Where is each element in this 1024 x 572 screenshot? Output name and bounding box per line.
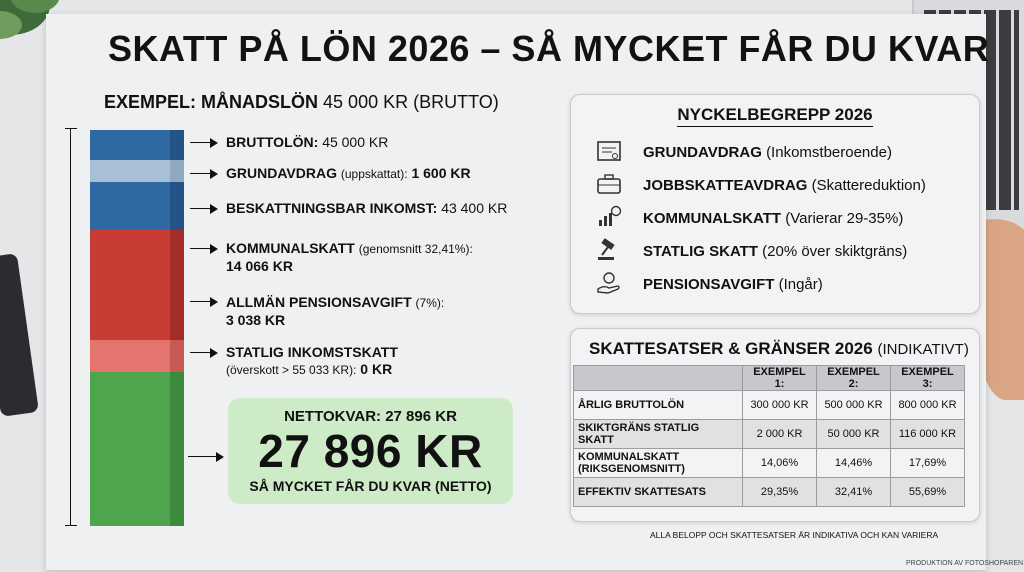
table-row: KOMMUNALSKATT (RIKSGENOMSNITT) 14,06% 14,46% 17,69% [574,449,965,478]
arrow-beskattningsbar [190,208,216,209]
production-credit: PRODUKTION AV FOTOSHOPAREN [906,560,1024,567]
net-result-box [228,398,513,504]
document-icon [593,139,625,167]
table-row: SKIKTGRÄNS STATLIG SKATT 2 000 KR 50 000 KR 116 000 KR [574,420,965,449]
net-amount: 27 896 KR [258,425,483,477]
label-bruttolon: BRUTTOLÖN: 45 000 KR [226,134,389,150]
tax-rates-title: SKATTESATSER & GRÄNSER 2026 (INDIKATIVT) [589,339,969,358]
phone-decoration [0,253,39,417]
gavel-icon [593,238,625,266]
example-label: EXEMPEL: MÅNADSLÖN [104,92,319,112]
bar-segment-pensionsavgift [90,340,170,372]
table-header-row: EXEMPEL 1: EXEMPEL 2: EXEMPEL 3: [574,366,965,391]
example-amount: 45 000 KR (BRUTTO) [323,92,499,112]
key-concepts-panel: NYCKELBEGREPP 2026 GRUNDAVDRAG (Inkomstberoende) JOBBSKATTEAVDRAG (Skattereduktion) KOMMUNALSKATT (Varierar 29-35%) STATLIG SKATT (20% över skiktgräns) PENSIONSAVGIFT (Ingår) [570,94,980,314]
page-title: SKATT PÅ LÖN 2026 – SÅ MYCKET FÅR DU KVAR [108,28,990,69]
arrow-statlig [190,352,216,353]
bar-segment-netto [90,372,170,526]
arrow-kommunalskatt [190,248,216,249]
table-row: ÅRLIG BRUTTOLÖN 300 000 KR 500 000 KR 800 000 KR [574,391,965,420]
label-grundavdrag: GRUNDAVDRAG (uppskattat): 1 600 KR [226,165,471,181]
key-concepts-title: NYCKELBEGREPP 2026 [571,105,979,125]
bar-segment-kommunalskatt [90,230,170,340]
label-kommunalskatt: KOMMUNALSKATT (genomsnitt 32,41%): 14 066 KR [226,240,473,274]
hand-coin-icon [593,271,625,299]
table-row: EFFEKTIV SKATTESATS 29,35% 32,41% 55,69% [574,478,965,507]
salary-bar [90,130,170,526]
label-pensionsavgift: ALLMÄN PENSIONSAVGIFT (7%): 3 038 KR [226,294,445,328]
arrow-netto [188,456,222,457]
label-beskattningsbar: BESKATTNINGSBAR INKOMST: 43 400 KR [226,200,508,216]
bar-segment-brutto-top [90,130,170,160]
disclaimer-note: ALLA BELOPP OCH SKATTESATSER ÄR INDIKATIVA OCH KAN VARIERA [650,530,939,540]
bar-segment-beskattningsbar [90,182,170,230]
bar-segment-grundavdrag [90,160,170,182]
net-line: NETTOKVAR: 27 896 KR [284,408,457,425]
net-caption: SÅ MYCKET FÅR DU KVAR (NETTO) [249,478,492,494]
arrow-bruttolon [190,142,216,143]
arrow-grundavdrag [190,173,216,174]
example-salary [104,92,499,113]
chart-coin-icon [593,205,625,233]
tax-rates-table [573,365,965,507]
briefcase-icon [593,172,625,200]
arrow-pensionsavgift [190,301,216,302]
label-statlig: STATLIG INKOMSTSKATT (överskott > 55 033 KR): 0 KR [226,344,398,377]
tax-rates-panel [570,328,980,522]
bar-height-bracket [70,128,81,526]
